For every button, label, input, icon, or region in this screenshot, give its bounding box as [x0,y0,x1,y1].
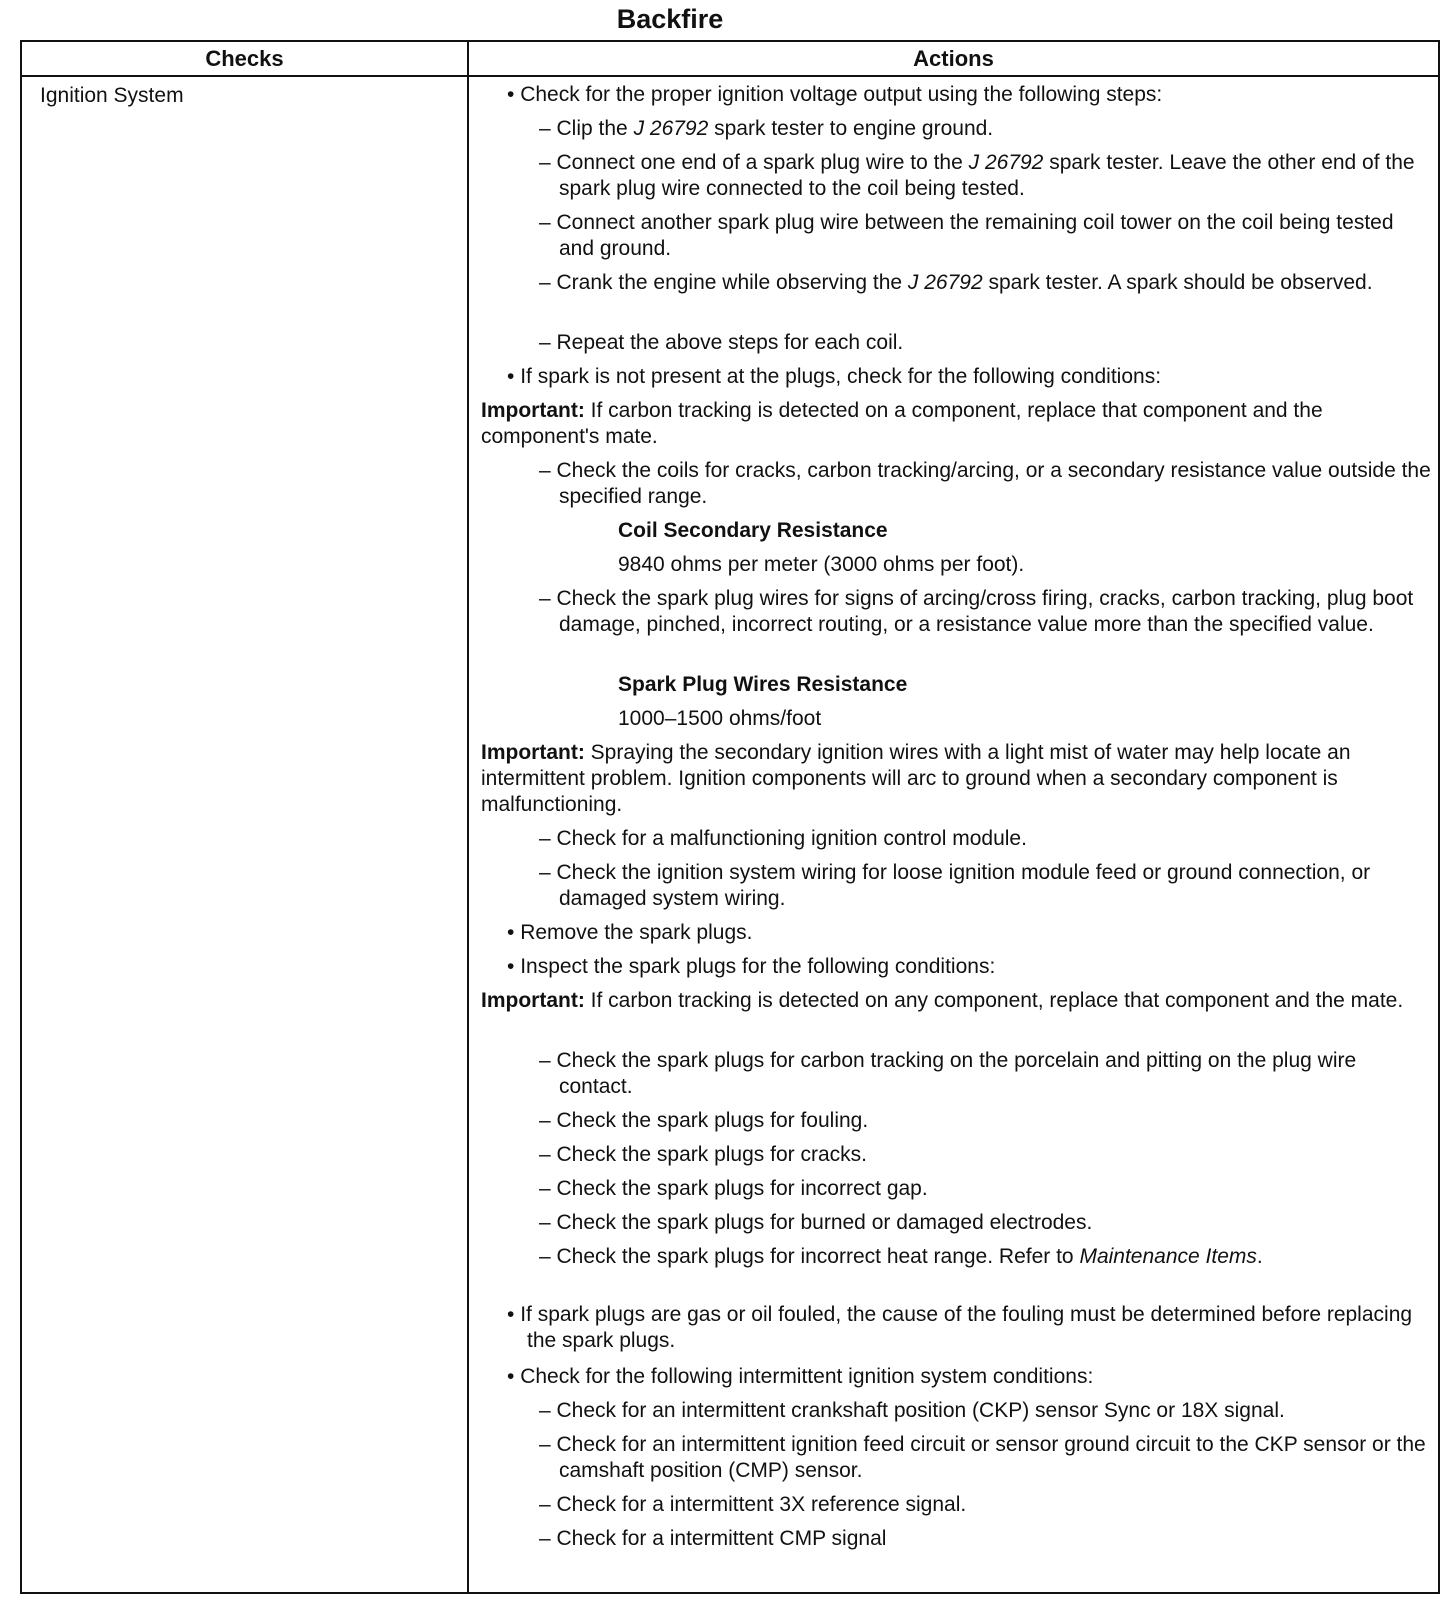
action-text: Check the ignition system wiring for loose ignition module feed or ground connection, or damaged system wiring. [556,861,1371,910]
action-step: – Check the spark plugs for incorrect heat range. Refer to Maintenance Items. [539,1245,1263,1268]
tool-reference: J 26792 [968,151,1044,174]
action-bullet: • If spark is not present at the plugs, check for the following conditions: [507,365,1162,388]
important-note [481,740,1433,818]
action-text-post: spark tester. Leave the other end of the spark plug wire connected to the coil being tested. [559,151,1415,200]
important-label: Important: [481,989,585,1012]
important-note [481,988,1433,1014]
document-reference: Maintenance Items [1079,1245,1257,1268]
action-text: Check for an intermittent crankshaft position (CKP) sensor Sync or 18X signal. [556,1399,1285,1422]
action-step: – Check the spark plugs for fouling. [539,1109,869,1132]
action-text: Remove the spark plugs. [520,921,753,944]
action-step: – Connect another spark plug wire between the remaining coil tower on the coil being tested and ground. [539,211,1394,260]
spec-value: 9840 ohms per meter (3000 ohms per foot). [618,553,1025,576]
action-text: Check the spark plugs for burned or damaged electrodes. [556,1211,1093,1234]
action-text: Check for a intermittent CMP signal [556,1527,887,1550]
tool-reference: J 26792 [907,271,983,294]
column-header-actions: Actions [913,46,994,71]
action-text-pre: Clip the [556,117,634,140]
action-text: Check for a intermittent 3X reference signal. [556,1493,967,1516]
important-note [481,398,1433,450]
action-step: – Connect one end of a spark plug wire to the J 26792 spark tester. Leave the other end of the spark plug wire connected to the coil being tested. [539,151,1415,200]
action-text: Inspect the spark plugs for the following conditions: [520,955,996,978]
important-text: If carbon tracking is detected on any component, replace that component and the mate. [584,989,1404,1012]
action-text: Check for a malfunctioning ignition control module. [556,827,1027,850]
action-step: – Check for a malfunctioning ignition control module. [539,827,1027,850]
important-text: If carbon tracking is detected on a component, replace that component and the component's mate. [481,399,1323,448]
action-text: Check the spark plugs for cracks. [556,1143,867,1166]
action-bullet: • Inspect the spark plugs for the following conditions: [507,955,996,978]
diagnostic-table [20,40,1440,1594]
action-text-pre: Crank the engine while observing the [556,271,908,294]
action-step: – Check for a intermittent CMP signal [539,1527,887,1550]
spec-title: Spark Plug Wires Resistance [618,673,908,696]
action-text-post: spark tester. A spark should be observed. [982,271,1373,294]
action-step: – Check the spark plugs for incorrect gap. [539,1177,928,1200]
action-step: – Check for a intermittent 3X reference signal. [539,1493,967,1516]
spec-title: Coil Secondary Resistance [618,519,888,542]
column-divider [467,42,469,1592]
action-step: – Check the coils for cracks, carbon tracking/arcing, or a secondary resistance value outside the specified range. [539,459,1431,508]
action-text-post: . [1256,1245,1263,1268]
action-text: Check the spark plugs for carbon tracking on the porcelain and pitting on the plug wire contact. [556,1049,1357,1098]
action-bullet: • If spark plugs are gas or oil fouled, the cause of the fouling must be determined before replacing the spark plugs. [507,1303,1413,1352]
spec-value: 1000–1500 ohms/foot [618,707,822,730]
action-text: Check the spark plugs for incorrect gap. [556,1177,928,1200]
action-text: Repeat the above steps for each coil. [556,331,904,354]
column-header-checks: Checks [205,46,284,71]
action-text: Check the spark plug wires for signs of arcing/cross firing, cracks, carbon tracking, plug boot damage, pinched, incorrect routing, or a resistance value more than the specified value. [556,587,1414,636]
important-label: Important: [481,741,585,764]
action-step: – Crank the engine while observing the J 26792 spark tester. A spark should be observed. [539,271,1373,294]
action-text: Connect another spark plug wire between the remaining coil tower on the coil being tested and ground. [556,211,1394,260]
action-text-pre: Connect one end of a spark plug wire to the [556,151,969,174]
action-step: – Check the ignition system wiring for loose ignition module feed or ground connection, or damaged system wiring. [539,861,1371,910]
page-title: Backfire [616,4,724,34]
check-item: Ignition System [40,84,184,107]
action-text: If spark plugs are gas or oil fouled, the cause of the fouling must be determined before replacing the spark plugs. [520,1303,1413,1352]
important-label: Important: [481,399,585,422]
action-step: – Repeat the above steps for each coil. [539,331,904,354]
action-text-post: spark tester to engine ground. [708,117,994,140]
action-text: If spark is not present at the plugs, check for the following conditions: [520,365,1162,388]
action-step: – Clip the J 26792 spark tester to engine ground. [539,117,994,140]
action-text: Check for the proper ignition voltage output using the following steps: [520,83,1163,106]
action-text: Check the spark plugs for fouling. [556,1109,869,1132]
action-text: Check the coils for cracks, carbon tracking/arcing, or a secondary resistance value outside the specified range. [556,459,1431,508]
action-step: – Check for an intermittent ignition feed circuit or sensor ground circuit to the CKP sensor or the camshaft position (CMP) sensor. [539,1433,1426,1482]
action-step: – Check the spark plugs for cracks. [539,1143,867,1166]
action-step: – Check for an intermittent crankshaft position (CKP) sensor Sync or 18X signal. [539,1399,1285,1422]
action-text-pre: Check the spark plugs for incorrect heat range. Refer to [556,1245,1080,1268]
table-header-row [22,42,1438,77]
action-text: Check for the following intermittent ignition system conditions: [520,1365,1094,1388]
important-text: Spraying the secondary ignition wires with a light mist of water may help locate an intermittent problem. Ignition components will arc to ground when a secondary component is malfunctioning. [481,741,1351,816]
action-bullet: • Check for the following intermittent ignition system conditions: [507,1365,1094,1388]
action-step: – Check the spark plugs for carbon tracking on the porcelain and pitting on the plug wire contact. [539,1049,1357,1098]
action-bullet: • Remove the spark plugs. [507,921,753,944]
action-bullet: • Check for the proper ignition voltage output using the following steps: [507,83,1163,106]
action-step: – Check the spark plugs for burned or damaged electrodes. [539,1211,1093,1234]
tool-reference: J 26792 [633,117,709,140]
action-text: Check for an intermittent ignition feed circuit or sensor ground circuit to the CKP sensor or the camshaft position (CMP) sensor. [556,1433,1426,1482]
action-step: – Check the spark plug wires for signs of arcing/cross firing, cracks, carbon tracking, plug boot damage, pinched, incorrect routing, or a resistance value more than the specified value. [539,587,1414,636]
